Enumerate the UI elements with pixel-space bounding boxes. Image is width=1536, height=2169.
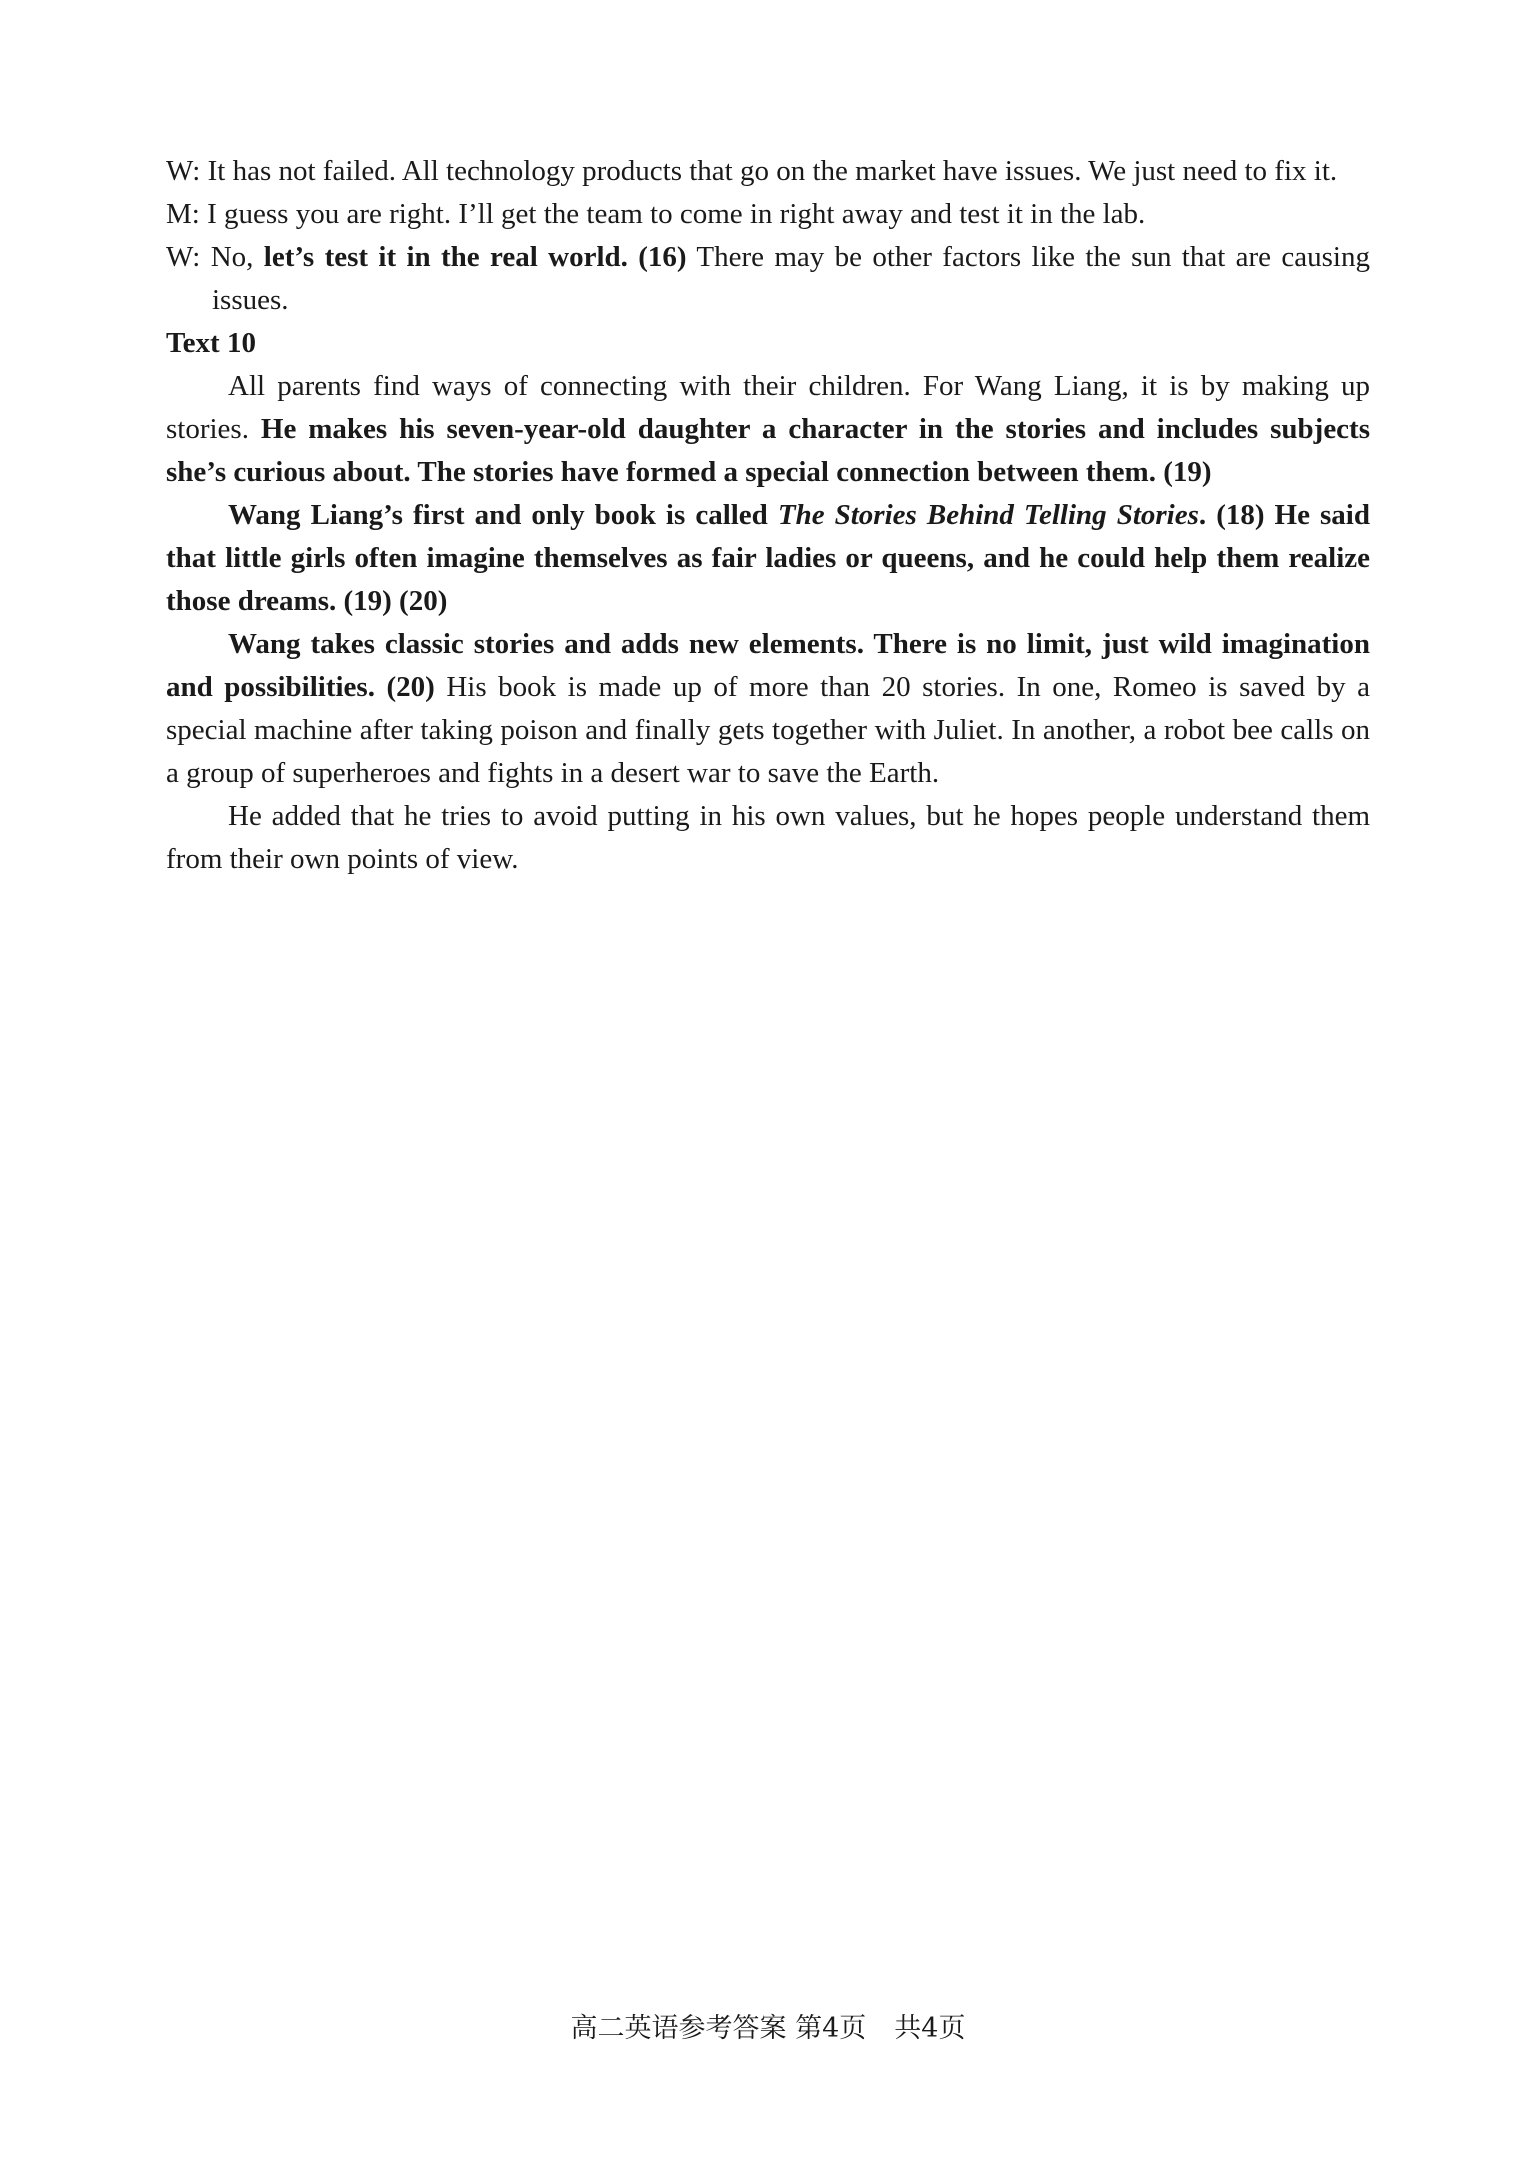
paragraph-3	[166, 623, 1370, 795]
answer-evidence-16: let’s test it in the real world. (16)	[263, 241, 687, 273]
speaker-label: W:	[166, 241, 201, 273]
answer-key-page	[166, 150, 1370, 881]
paragraph-text: His book is made up of more than 20 stories. In one, Romeo is saved by a special machine after taking poison and finally gets together with Juliet. In another, a robot bee calls on a group of superheroes and fights in a desert war to save the Earth.	[166, 671, 1371, 789]
dialogue-text: I guess you are right. I’ll get the team to come in right away and test it in the lab.	[199, 198, 1146, 230]
answer-evidence-19: He makes his seven-year-old daughter a character in the stories and includes subjects she’s curious about. The stories have formed a special connection between them. (19)	[166, 413, 1371, 488]
answer-evidence-19-20: . (18) He said that little girls often imagine themselves as fair ladies or queens, and he could help them realize those dreams. (19) (20)	[166, 499, 1370, 617]
footer-total-pages: 共4页	[894, 2013, 966, 2044]
paragraph-1	[166, 365, 1370, 494]
speaker-label: W:	[166, 155, 201, 187]
book-title: The Stories Behind Telling Stories	[777, 499, 1199, 531]
dialogue-line-man-1	[166, 193, 1370, 236]
paragraph-text: He added that he tries to avoid putting in his own values, but he hopes people understand them from their own points of view.	[166, 800, 1370, 875]
dialogue-line-woman-2	[166, 236, 1370, 322]
paragraph-4	[166, 795, 1370, 881]
dialogue-line-woman-1	[166, 150, 1370, 193]
paragraph-2	[166, 494, 1370, 623]
footer-page-number: 高二英语参考答案 第4页	[570, 2013, 867, 2044]
answer-evidence-18-text: Wang Liang’s first and only book is called	[228, 499, 778, 531]
speaker-label: M:	[166, 198, 200, 230]
dialogue-text: No,	[200, 241, 264, 273]
dialogue-text: There may be other factors like the sun that are causing issues.	[212, 241, 1370, 316]
dialogue-text: It has not failed. All technology products that go on the market have issues. We just need to fix it.	[200, 155, 1338, 187]
answer-evidence-20: Wang takes classic stories and adds new elements. There is no limit, just wild imagination and possibilities. (20)	[166, 628, 1370, 703]
page-footer	[0, 2011, 1536, 2047]
section-heading-text-10: Text 10	[166, 327, 256, 359]
paragraph-text: All parents find ways of connecting with their children. For Wang Liang, it is by making up stories.	[166, 370, 1370, 445]
